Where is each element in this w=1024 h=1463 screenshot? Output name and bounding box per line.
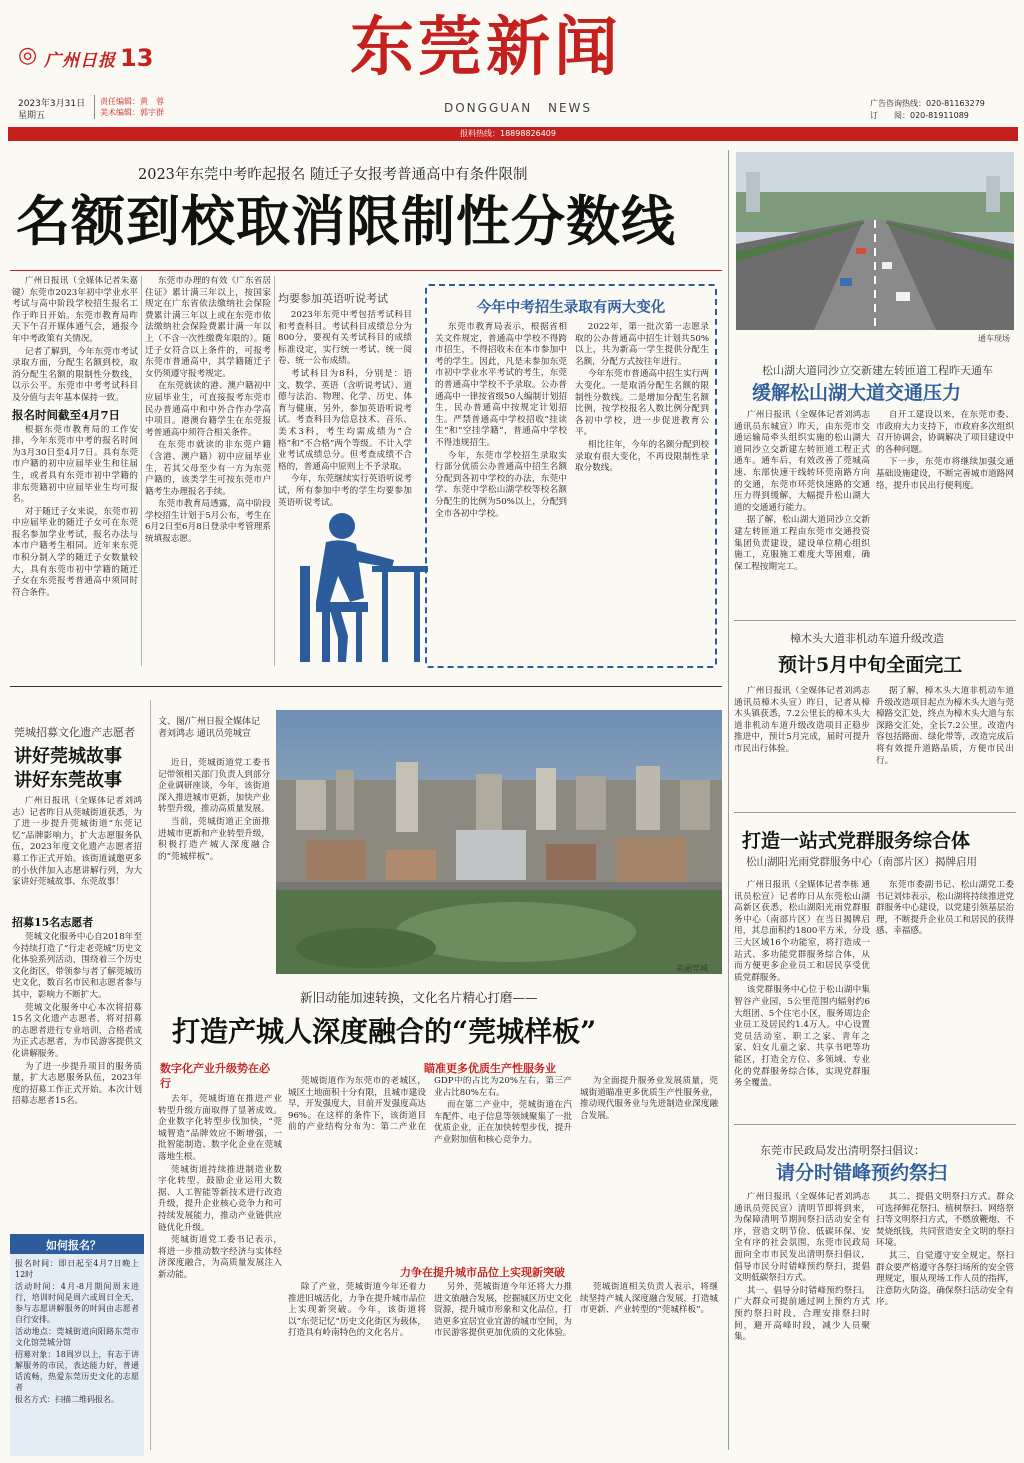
lead-col2-para: 东莞市教育局透露，高中阶段学校招生计划于5月公布，考生在6月2日至6月8日登录中考管理系统填报志愿。 bbox=[145, 499, 271, 545]
industry-para: 另外，莞城街道今年还将大力推进文旅融合发展，挖掘城区历史文化资源，提升城市形象和文化品位，打造更多宜居宜业宜游的城市空间，为市民游客提供更加优质的文化体验。 bbox=[434, 1282, 572, 1339]
party-text-col-2 bbox=[876, 880, 1014, 1110]
policy-box-para: 东莞市教育局表示，根据省相关文件规定，普通高中学校不得跨市招生，不得招收未在本市参加中考的学生。因此，凡是未参加东莞市初中学业水平考试的考生，东莞的普通高中学校不予录取。公办普通高中一律按省级50人编制计划招生，民办普通高中按规定计划招生。严禁普通高中学校招收“挂读生”和“空挂学籍”，普通高中学校不得违规招生。 bbox=[435, 322, 567, 448]
road-kicker: 松山湖大道同沙立交新建左转匝道工程昨天通车 bbox=[762, 364, 993, 377]
industry-para: 莞城街道党工委书记表示，将进一步推动数字经济与实体经济深度融合，为高质量发展注入新动能。 bbox=[158, 1235, 282, 1280]
ad-phone: 广告咨询热线：020-81163279 bbox=[870, 99, 985, 108]
bridge-headline: 预计5月中旬全面完工 bbox=[778, 654, 963, 676]
policy-box-para: 2022年，第一批次第一志愿录取的公办普通高中招生计划共50%以上，共为新高一学生提供分配生名额，分配方式按往年进行。 bbox=[575, 322, 709, 367]
policy-box-para: 今年，东莞市学校招生录取实行部分优质公办普通高中招生名额分配到各初中学校的办法，东莞中学、东莞中学松山湖学校等校名额分配生的比例为50%以上，分配到全市各初中学校。 bbox=[435, 450, 567, 519]
lead-col2-para: 在东莞市就读的非东莞户籍（含港、澳户籍）初中应届毕业生，若其父母至少有一方为东莞户籍的，该类学生可按东莞市户籍考生办理报名手续。 bbox=[145, 440, 271, 497]
lead-col3-para: 2023年东莞中考包括考试科目和考查科目。考试科目成绩总分为800分，要视有关考试科目的成绩标准设定，实行统一考试、统一阅卷、统一公布成绩。 bbox=[278, 310, 412, 367]
tomb-para: 其三、自觉遵守安全规定。祭扫群众要严格遵守各祭扫场所的安全管理规定，服从现场工作人员的指挥，注意防火防盗，确保祭扫活动安全有序。 bbox=[876, 1250, 1014, 1308]
road-text-col-2 bbox=[876, 410, 1014, 610]
policy-box-title: 今年中考招生录取有两大变化 bbox=[476, 299, 666, 316]
tomb-para: 广州日报讯（全媒体记者刘鸿志 通讯员莞民宣）清明节即将到来，为保障清明节期间祭扫活动安全有序，营造文明节俭、低碳环保、安全有序的社会氛围，东莞市民政局面向全市市民发出清明祭扫倡议，倡导市民分时错峰预约祭扫，提倡文明低碳祭扫方式。 bbox=[734, 1192, 870, 1284]
register-item: 报名方式：扫描二维码报名。 bbox=[15, 1395, 119, 1404]
lead-headline: 名额到校取消限制性分数线 bbox=[16, 189, 676, 253]
industry-intro-para: 当前，莞城街道正全面推进城市更新和产业转型升级，积极打造产城人深度融合的“莞城样板”。 bbox=[158, 816, 270, 862]
page-number: 13 bbox=[120, 44, 154, 72]
road-para: 下一步，东莞市将继续加强交通基础设施建设，不断完善城市道路网络，提升市民出行便利度。 bbox=[876, 457, 1014, 491]
industry-para: 而在第二产业中，莞城街道在汽车配件、电子信息等领域聚集了一批优质企业，正在加快转型步伐，提升产业附加值和核心竞争力。 bbox=[434, 1100, 572, 1145]
industry-col-3 bbox=[288, 1282, 718, 1454]
section-title: 东莞新闻 bbox=[350, 10, 622, 85]
register-item: 招募对象：18周岁以上，有志于讲解服务的市民，表达能力好，普通话流畅，热爱东莞历史文化的志愿者 bbox=[15, 1350, 139, 1392]
student-illustration bbox=[290, 506, 436, 666]
tomb-text-col-2 bbox=[876, 1192, 1014, 1454]
city-aerial-photo bbox=[276, 710, 722, 974]
lead-col1-para: 广州日报讯（全媒体记者朱嘉键）东莞市2023年初中学业水平考试与高中阶段学校招生报名工作于昨日开始。东莞市教育局昨天下午召开媒体通气会，通报今年中考政策有关情况。 bbox=[12, 276, 138, 344]
industry-col-2 bbox=[288, 1076, 718, 1258]
lead-col2-para: 东莞市办理的有效《广东省居住证》累计满三年以上，按国家规定在广东省依法缴纳社会保险费累计满三年以上或在东莞市依法缴纳社会保险费累计满一年以上（不含一次性缴费年限的）。随迁子女符合以上条件的，可报考东莞市普通高中，其学籍随迁子女仍须遵守报考规定。 bbox=[145, 276, 271, 379]
culture-text-2 bbox=[12, 932, 142, 1222]
road-opening-photo bbox=[736, 152, 1014, 330]
party-headline: 打造一站式党群服务综合体 bbox=[742, 830, 971, 852]
how-to-register-title-bar bbox=[10, 1234, 144, 1254]
culture-para: 莞城文化服务中心自2018年至今持续打造了“行走老莞城”历史文化体验系列活动，围绕着三个历史文化街区，带领参与者了解莞城历史文化，数百名市民和志愿者参与其中，影响力不断扩大。 bbox=[12, 932, 142, 1000]
culture-kicker: 莞城招募文化遗产志愿者 bbox=[14, 726, 135, 739]
party-subhead: 松山湖阳光雨党群服务中心（南部片区）揭牌启用 bbox=[746, 856, 977, 868]
section-pinyin-2: NEWS bbox=[548, 101, 593, 115]
lead-col-1 bbox=[12, 276, 138, 668]
culture-headline-2: 讲好东莞故事 bbox=[14, 770, 122, 791]
road-text-col-1 bbox=[734, 410, 870, 610]
culture-para: 莞城文化服务中心本次将招募15名文化遗产志愿者，将对招募的志愿者进行专业培训，合格者成为正式志愿者，为市民游客提供文化讲解服务。 bbox=[12, 1002, 142, 1059]
industry-col-1 bbox=[158, 1094, 282, 1454]
how-to-register-box bbox=[10, 1234, 144, 1456]
policy-box-col-1 bbox=[435, 322, 567, 662]
road-para: 广州日报讯（全媒体记者刘鸿志 通讯员东城宣）昨天，由东莞市交通运输局牵头组织实施的松山湖大道同沙立交新建左转匝道工程正式通车。通车后，有效改善了莞城高速、东部快速干线转环莞南路方向的交通，东莞市环莞快速路的交通压力得到缓解，大幅提升松山湖大道的交通通行能力。 bbox=[734, 410, 870, 513]
policy-change-box bbox=[425, 284, 717, 668]
bridge-text-col-1 bbox=[734, 686, 870, 804]
industry-intro bbox=[158, 758, 270, 978]
paper-name: 广州日报 bbox=[44, 51, 116, 71]
industry-para: 莞城街道作为东莞市的老城区，城区土地面积十分有限，且城市建设早，开发强度大，目前开发强度高达96%。在这样的条件下，该街道目前的产业结构分布为：第二产业在GDP中的占比为20%左右，第三产业占比80%左右。 bbox=[288, 1076, 572, 1133]
lead-kicker: 2023年东莞中考昨起报名 随迁子女报考普通高中有条件限制 bbox=[138, 167, 528, 183]
road-para: 自开工建设以来，在东莞市委、市政府大力支持下，市政府多次组织召开协调会，协调解决了项目建设中的各种问题。 bbox=[876, 410, 1014, 455]
hotline-bar bbox=[8, 127, 1018, 141]
culture-para: 广州日报讯（全媒体记者刘鸿志）记者昨日从莞城街道获悉，为了进一步提升莞城街道“东莞记忆”品牌影响力，扩大志愿服务队伍，2023年度文化遗产志愿者招募工作正式开始。该街道诚邀更多的小伙伴加入志愿讲解行列，为大家讲好莞城故事、东莞故事！ bbox=[12, 796, 142, 888]
industry-byline: 文、图/广州日报全媒体记者刘鸿志 通讯员莞城宣 bbox=[158, 717, 261, 739]
editor-1: 责任编辑：黄 蓉 bbox=[100, 97, 164, 106]
city-photo-caption: 美丽莞城 bbox=[676, 964, 708, 973]
party-text-col-1 bbox=[734, 880, 870, 1110]
editor-2: 美术编辑：郭宇群 bbox=[100, 108, 164, 117]
tomb-headline: 请分时错峰预约祭扫 bbox=[776, 1162, 948, 1184]
lead-col1-para: 记者了解到，今年东莞市考试录取方面，分配生名额到校，取消分配生名额的限制性分数线，以示公平。东莞市中考考试科目及分值与去年基本保持一致。 bbox=[12, 346, 138, 403]
culture-text bbox=[12, 796, 142, 906]
policy-box-col-2 bbox=[575, 322, 709, 662]
industry-para: 莞城街道相关负责人表示，将继续坚持产城人深度融合发展，打造城市更新、产业转型的“莞城样板”。 bbox=[580, 1282, 718, 1316]
policy-box-para: 今年东莞市普通高中招生实行两大变化。一是取消分配生名额的限制性分数线。二是增加分配生名额比例，按学校报名人数比例分配到各初中学校，进一步促进教育公平。 bbox=[575, 369, 709, 438]
how-to-register-text bbox=[15, 1258, 139, 1454]
road-para: 据了解，松山湖大道同沙立交新建左转匝道工程由东莞市交通投资集团负责建设，建设单位精心组织施工，克服施工难度大等困难，确保工程按期完工。 bbox=[734, 515, 870, 572]
lead-col1-para: 对于随迁子女来说，东莞市初中应届毕业的随迁子女可在东莞报名参加学业考试，报名办法与本市户籍考生相同。近年来东莞市积分制入学的随迁子女数量较大，具有东莞市初中学籍的随迁子女在东莞报考普通高中须同时符合条件。 bbox=[12, 506, 138, 598]
party-para: 东莞市委副书记、松山湖党工委书记刘炜表示，松山湖将持续推进党群服务中心建设，以党建引领基层治理，不断提升企业员工和居民的获得感、幸福感。 bbox=[876, 880, 1014, 937]
register-item: 活动地点：莞城街道向阳路东莞市文化馆莞城分馆 bbox=[15, 1327, 139, 1347]
bridge-text-col-2 bbox=[876, 686, 1014, 804]
tomb-para: 其一、倡导分时错峰预约祭扫。广大群众可提前通过网上预约方式预约祭扫时段，合理安排祭扫时间，避开高峰时段，减少人员聚集。 bbox=[734, 1285, 870, 1343]
road-headline: 缓解松山湖大道交通压力 bbox=[752, 382, 962, 404]
student-icon bbox=[290, 506, 436, 666]
register-item: 活动时间：4月-8月期间周末进行，培训时间是周六或周日全天，参与志愿讲解服务的时间由志愿者自行安排。 bbox=[15, 1282, 139, 1324]
industry-subhead-2: 瞄准更多优质生产性服务业 bbox=[424, 1062, 556, 1075]
culture-headline-1: 讲好莞城故事 bbox=[14, 746, 122, 767]
bridge-para: 据了解，樟木头大道非机动车道升级改造项目起点为樟木头大道与莞樟路交汇处，终点为樟木头大道与东深路交汇处，全长7.2公里。改造内容包括路面、绿化带等，改造完成后将有效提升道路品质，方便市民出行。 bbox=[876, 686, 1014, 766]
industry-intro-para: 近日，莞城街道党工委书记带领相关部门负责人到部分企业调研座谈，今年，该街道深入推进城市更新，加快产业转型升级，推动高质量发展。 bbox=[158, 758, 270, 815]
issue-date: 2023年3月31日 bbox=[18, 99, 86, 109]
industry-subhead-1: 数字化产业升级势在必行 bbox=[160, 1062, 270, 1090]
paper-logo-icon: ◎ bbox=[18, 42, 38, 68]
bridge-para: 广州日报讯（全媒体记者刘鸿志 通讯员樟木头宣）昨日，记者从樟木头镇获悉，7.2公里长的樟木头大道非机动车道升级改造项目正稳步推进中，预计5月完成，届时可提升市民出行体验。 bbox=[734, 686, 870, 754]
party-para: 该党群服务中心位于松山湖中集智谷产业园，5公里范围内辐射约6大组团、5个住宅小区，服务周边企业员工及居民约1.4万人。中心设置党员活动室、职工之家、青年之家、妇女儿童之家、共享书吧等功能区，打造全方位、多领域、专业化的党群服务综合体，实现党群服务全覆盖。 bbox=[734, 985, 870, 1089]
lead-subhead-registration: 报名时间截至4月7日 bbox=[12, 407, 121, 422]
industry-headline: 打造产城人深度融合的“莞城样板” bbox=[172, 1015, 597, 1048]
bridge-kicker: 樟木头大道非机动车道升级改造 bbox=[790, 632, 944, 645]
subscribe-phone: 订 阅：020-81911089 bbox=[870, 111, 969, 120]
lead-col2-para: 在东莞就读的港、澳户籍初中应届毕业生，可直接报考东莞市民办普通高中和中外合作办学高中项目。港澳台籍学生在东莞报考普通高中须符合相关条件。 bbox=[145, 381, 271, 438]
lead-col3-head: 均要参加英语听说考试 bbox=[278, 292, 388, 305]
how-to-register-title: 如何报名？ bbox=[46, 1239, 101, 1252]
industry-para: 莞城街道持续推进制造业数字化转型，鼓励企业运用大数据、人工智能等新技术进行改造升级，提升企业核心竞争力和可持续发展能力，推动产业链供应链优化升级。 bbox=[158, 1164, 282, 1233]
industry-para: 去年，莞城街道在推进产业转型升级方面取得了显著成效。企业数字化转型步伐加快，“莞城智造”品牌效应不断增强，一批智能制造、数字化企业在莞城落地生根。 bbox=[158, 1094, 282, 1162]
lead-col-2 bbox=[145, 276, 271, 668]
industry-subhead-3: 力争在提升城市品位上实现新突破 bbox=[400, 1266, 565, 1279]
lead-col-3 bbox=[278, 310, 412, 510]
road-photo-caption: 通车现场 bbox=[978, 334, 1010, 343]
hotline-text: 报料热线：18898826409 bbox=[460, 129, 556, 138]
lead-col3-para: 考试科目为8科，分别是：语文、数学、英语（含听说考试）、道德与法治、物理、化学、历史、体育与健康，另外，参加英语听说考试。考查科目为信息技术、音乐、美术3科，考生均需成绩为“合格”和“不合格”两个等级。不计入学业考试成绩总分。但考查成绩不合格的，普通高中原则上不予录取。 bbox=[278, 368, 412, 472]
lead-col1-para: 根据东莞市教育局的工作安排，今年东莞市中考的报名时间为3月30日至4月7日。具有东莞市户籍的初中应届毕业生和往届生，或者具有东莞市初中学籍的非东莞籍初中应届毕业生均可报名。 bbox=[12, 424, 138, 505]
register-item: 报名时间：即日起至4月7日晚上12时 bbox=[15, 1259, 139, 1279]
industry-para: 为全面提升服务业发展质量，莞城街道瞄准更多优质生产性服务业，推动现代服务业与先进制造业深度融合发展。 bbox=[580, 1076, 718, 1121]
tomb-kicker: 东莞市民政局发出清明祭扫倡议： bbox=[760, 1144, 925, 1157]
culture-subhead: 招募15名志愿者 bbox=[12, 916, 94, 929]
section-pinyin-1: DONGGUAN bbox=[444, 101, 533, 115]
culture-para: 为了进一步提升项目的服务质量，扩大志愿服务队伍，2023年度的招募工作正式开始。本次计划招募志愿者15名。 bbox=[12, 1061, 142, 1107]
tomb-para: 其二、提倡文明祭扫方式。群众可选择鲜花祭扫、植树祭扫、网络祭扫等文明祭扫方式，不燃放鞭炮、不焚烧纸钱，共同营造安全文明的祭扫环境。 bbox=[876, 1192, 1014, 1249]
policy-box-para: 相比往年，今年的名额分配到校录取有很大变化，不再设限制性录取分数线。 bbox=[575, 439, 709, 474]
party-para: 广州日报讯（全媒体记者李栋 通讯员松宣）记者昨日从东莞松山湖高新区获悉，松山湖阳光雨党群服务中心（南部片区）在当日揭牌启用，其总面积约1800平方米，分设三大区域16个功能室，将打造成一站式、多功能党群服务综合体，从而方便更多企业员工和居民享受优质党群服务。 bbox=[734, 880, 870, 983]
issue-weekday: 星期五 bbox=[18, 111, 46, 121]
paper-logo bbox=[18, 42, 128, 72]
tomb-text-col-1 bbox=[734, 1192, 870, 1454]
masthead bbox=[0, 0, 1024, 150]
lead-col3-para: 今年，东莞继续实行英语听说考试，所有参加中考的学生均要参加英语听说考试。 bbox=[278, 474, 412, 508]
industry-para: 除了产业，莞城街道今年还着力推进旧城活化，力争在提升城市品位上实现新突破。今年，该街道将以“东莞记忆”历史文化街区为载体，打造具有岭南特色的文化名片。 bbox=[288, 1282, 426, 1339]
industry-kicker: 新旧动能加速转换，文化名片精心打磨—— bbox=[300, 990, 538, 1005]
